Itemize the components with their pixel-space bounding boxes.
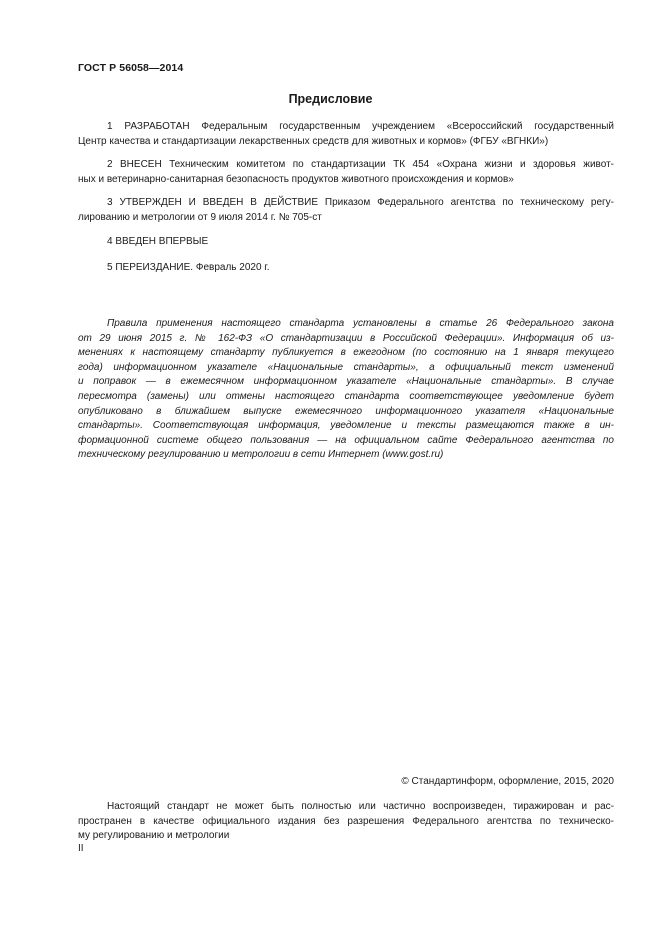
- preface-item-1-line-1: 1 РАЗРАБОТАН Федеральным государственным учреждением «Всероссийский государственный: [107, 121, 614, 132]
- preface-item-5-line-1: 5 ПЕРЕИЗДАНИЕ. Февраль 2020 г.: [107, 262, 270, 273]
- notice-line: стандарты». Соответствующая информация, уведомление и тексты размещаются также в ин-: [78, 420, 614, 432]
- preface-item-4: [78, 235, 614, 250]
- preface-item-2: [78, 158, 614, 187]
- reproduction-line: Настоящий стандарт не может быть полностью или частично воспроизведен, тиражирован и рас-: [107, 801, 614, 812]
- standard-application-notice: [78, 317, 614, 463]
- notice-line: менениях к настоящему стандарту публикуется в ежегодном (по состоянию на 1 января текущего: [78, 347, 614, 359]
- notice-line: техническому регулированию и метрологии в сети Интернет (www.gost.ru): [78, 449, 444, 461]
- notice-line: пересмотра (замены) или отмены настоящего стандарта соответствующее уведомление будет: [78, 390, 614, 402]
- reproduction-line: пространен в качестве официального издания без разрешения Федерального агентства по техническо-: [78, 815, 614, 827]
- page-number: II: [78, 843, 84, 854]
- notice-line: и поправок — в ежемесячном информационном указателе «Национальные стандарты». В случае: [78, 376, 614, 388]
- document-code: ГОСТ Р 56058—2014: [78, 62, 184, 74]
- preface-item-2-line-1: 2 ВНЕСЕН Техническим комитетом по стандартизации ТК 454 «Охрана жизни и здоровья живот-: [107, 159, 614, 170]
- preface-item-1: [78, 120, 614, 149]
- notice-line: года) информационном указателе «Национальные стандарты», а официальный текст изменений: [78, 361, 614, 373]
- notice-line: опубликовано в ближайшем выпуске ежемесячного информационного указателя «Национальные: [78, 405, 614, 417]
- preface-item-3: [78, 196, 614, 225]
- reproduction-notice: [78, 800, 614, 844]
- preface-item-4-line-1: 4 ВВЕДЕН ВПЕРВЫЕ: [107, 236, 209, 247]
- notice-line: Правила применения настоящего стандарта установлены в статье 26 Федерального закона: [107, 318, 614, 329]
- notice-line: формационной системе общего пользования — на официальном сайте Федерального агентства по: [78, 434, 614, 446]
- reproduction-line: му регулированию и метрологии: [78, 830, 230, 842]
- notice-line: от 29 июня 2015 г. № 162-ФЗ «О стандартизации в Российской Федерации». Информация об из-: [78, 332, 614, 344]
- preface-item-3-line-2: лированию и метрологии от 9 июля 2014 г. № 705-ст: [78, 211, 322, 223]
- page-title: Предисловие: [288, 92, 373, 106]
- preface-item-2-line-2: ных и ветеринарно-санитарная безопасность продуктов животного происхождения и кормов»: [78, 173, 514, 185]
- copyright-notice: © Стандартинформ, оформление, 2015, 2020: [401, 776, 614, 787]
- preface-item-5: [78, 261, 614, 276]
- preface-item-1-line-2: Центр качества и стандартизации лекарственных средств для животных и кормов» (ФГБУ «ВГНКИ»): [78, 135, 549, 147]
- preface-item-3-line-1: 3 УТВЕРЖДЕН И ВВЕДЕН В ДЕЙСТВИЕ Приказом Федерального агентства по техническому регу-: [107, 197, 614, 208]
